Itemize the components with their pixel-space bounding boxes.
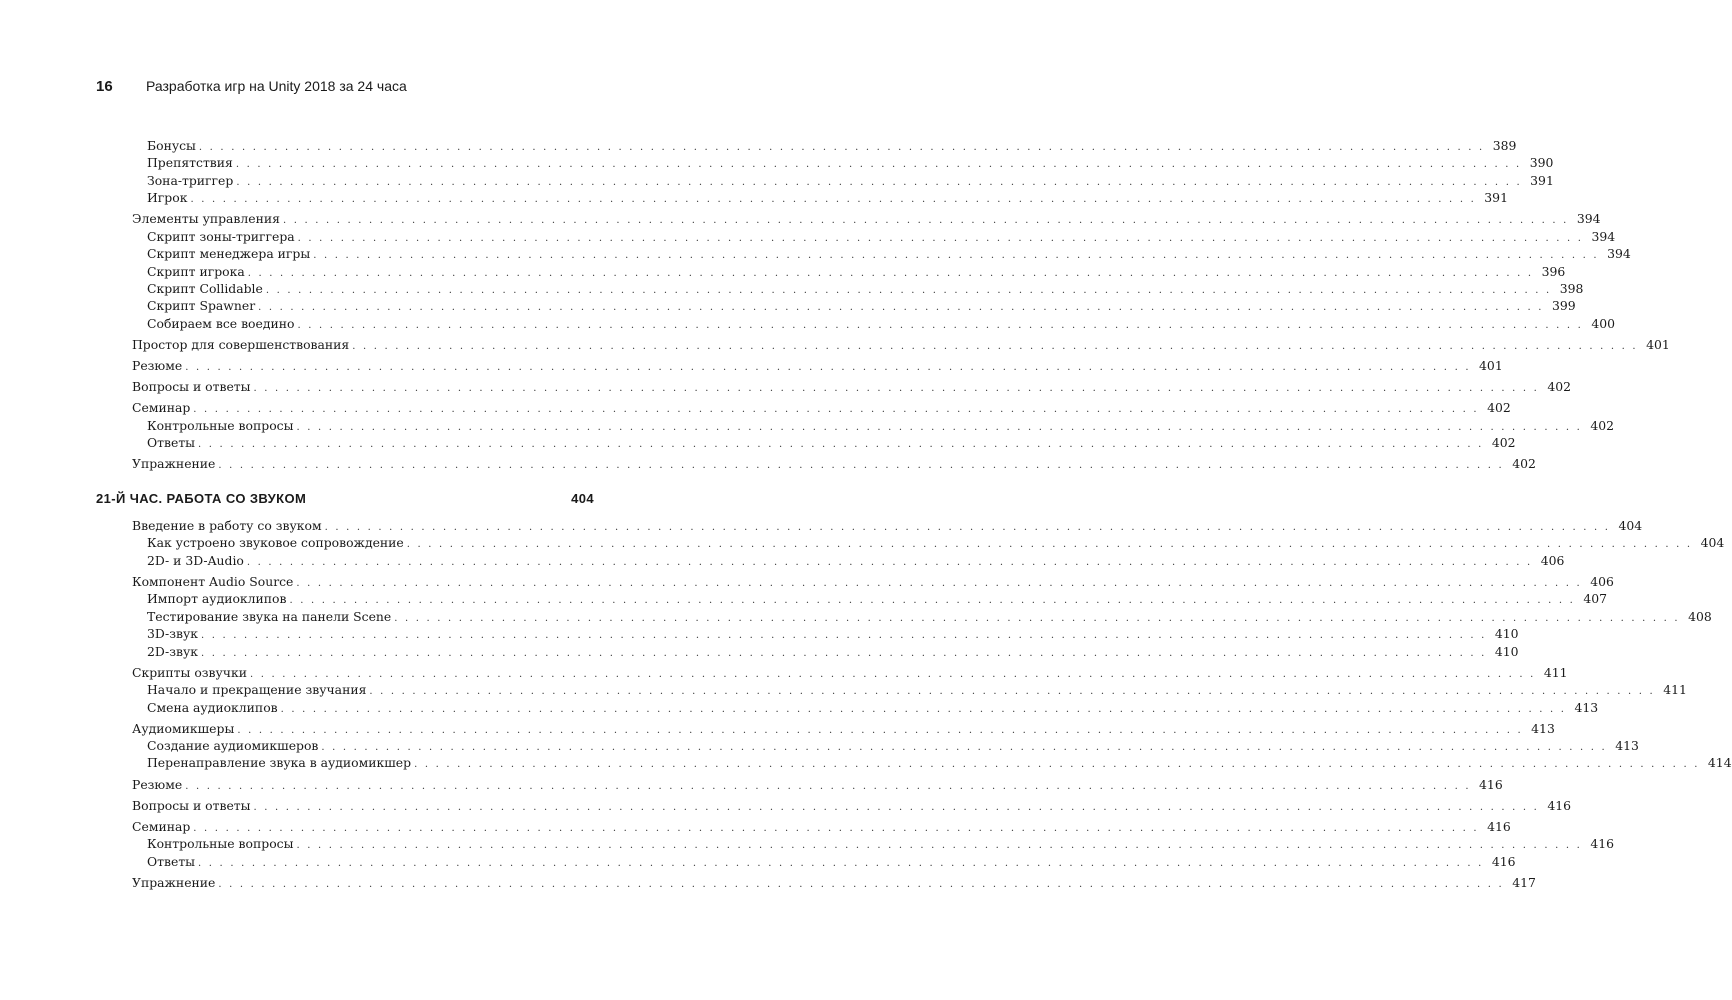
dot-leader: . . . . . . . . . . . . . . . . . . . . . . . . . . . . . . . . . . . . . . . . . . . . . . . . . . . . . . . . . . . . . . . . . . . . . . . . . . . . . . . . . . . . . . . . . . . . . . . . . . . . . . . . . . . . . . . . . . . . . . . .: [185, 362, 1471, 374]
toc-entry: [132, 357, 1503, 374]
toc-entry-page: 402: [1491, 435, 1516, 451]
dot-leader: . . . . . . . . . . . . . . . . . . . . . . . . . . . . . . . . . . . . . . . . . . . . . . . . . . . . . . . . . . . . . . . . . . . . . . . . . . . . . . . . . . . . . . . . . . . . . . . . . . . . . . . . . . . . . . . . . . . . . . . .: [235, 159, 1522, 171]
toc-entry-label: Компонент Audio Source: [132, 573, 294, 589]
toc-subentry: [132, 245, 1631, 262]
toc-entry-label: Препятствия: [147, 155, 233, 171]
toc-subentry: [132, 625, 1519, 642]
dot-leader: . . . . . . . . . . . . . . . . . . . . . . . . . . . . . . . . . . . . . . . . . . . . . . . . . . . . . . . . . . . . . . . . . . . . . . . . . . . . . . . . . . . . . . . . . . . . . . . . . . . . . . . . . . . . . . . . . . . . . . . .: [193, 404, 1479, 416]
dot-leader: . . . . . . . . . . . . . . . . . . . . . . . . . . . . . . . . . . . . . . . . . . . . . . . . . . . . . . . . . . . . . . . . . . . . . . . . . . . . . . . . . . . . . . . . . . . . . . . . . . . . . . . . . . . . . . . . . . . . . . . .: [198, 857, 1484, 869]
toc-section-top: [132, 137, 1670, 473]
dot-leader: . . . . . . . . . . . . . . . . . . . . . . . . . . . . . . . . . . . . . . . . . . . . . . . . . . . . . . . . . . . . . . . . . . . . . . . . . . . . . . . . . . . . . . . . . . . . . . . . . . . . . . . . . . . . . . . . . . . . . . . .: [201, 647, 1487, 659]
toc-entry-page: 396: [1541, 263, 1566, 279]
dot-leader: . . . . . . . . . . . . . . . . . . . . . . . . . . . . . . . . . . . . . . . . . . . . . . . . . . . . . . . . . . . . . . . . . . . . . . . . . . . . . . . . . . . . . . . . . . . . . . . . . . . . . . . . . . . . . . . . . . . . . . . .: [296, 577, 1582, 589]
dot-leader: . . . . . . . . . . . . . . . . . . . . . . . . . . . . . . . . . . . . . . . . . . . . . . . . . . . . . . . . . . . . . . . . . . . . . . . . . . . . . . . . . . . . . . . . . . . . . . . . . . . . . . . . . . . . . . . . . . . . . . . .: [394, 612, 1680, 624]
toc-entry-page: 411: [1543, 664, 1568, 680]
dot-leader: . . . . . . . . . . . . . . . . . . . . . . . . . . . . . . . . . . . . . . . . . . . . . . . . . . . . . . . . . . . . . . . . . . . . . . . . . . . . . . . . . . . . . . . . . . . . . . . . . . . . . . . . . . . . . . . . . . . . . . . .: [253, 801, 1540, 813]
toc-entry-label: Ответы: [147, 853, 196, 869]
toc-entry-page: 404: [1700, 535, 1725, 551]
toc-entry-page: 416: [1479, 776, 1503, 792]
toc-entry-label: Скрипт игрока: [147, 263, 245, 279]
dot-leader: . . . . . . . . . . . . . . . . . . . . . . . . . . . . . . . . . . . . . . . . . . . . . . . . . . . . . . . . . . . . . . . . . . . . . . . . . . . . . . . . . . . . . . . . . . . . . . . . . . . . . . . . . . . . . . . . . . . . . . . .: [321, 742, 1607, 754]
toc-subentry: [132, 681, 1687, 698]
toc-entry-page: 394: [1591, 228, 1616, 244]
dot-leader: . . . . . . . . . . . . . . . . . . . . . . . . . . . . . . . . . . . . . . . . . . . . . . . . . . . . . . . . . . . . . . . . . . . . . . . . . . . . . . . . . . . . . . . . . . . . . . . . . . . . . . . . . . . . . . . . . . . . . . . .: [324, 522, 1611, 533]
toc-entry: [132, 818, 1511, 835]
toc-entry-page: 414: [1707, 755, 1732, 771]
toc-entry-page: 394: [1607, 246, 1631, 262]
toc-entry-label: Тестирование звука на панели Scene: [147, 608, 392, 624]
toc-entry-page: 400: [1591, 315, 1615, 331]
toc-subentry: [132, 608, 1712, 625]
toc-subentry: [132, 417, 1614, 434]
toc-entry-page: 404: [1618, 518, 1643, 533]
toc-subentry: [132, 172, 1554, 189]
toc-subentry: [132, 315, 1615, 332]
dot-leader: . . . . . . . . . . . . . . . . . . . . . . . . . . . . . . . . . . . . . . . . . . . . . . . . . . . . . . . . . . . . . . . . . . . . . . . . . . . . . . . . . . . . . . . . . . . . . . . . . . . . . . . . . . . . . . . . . . . . . . . .: [193, 823, 1479, 835]
book-title: Разработка игр на Unity 2018 за 24 часа: [146, 78, 407, 94]
toc-entry-label: Создание аудиомикшеров: [147, 738, 319, 754]
dot-leader: . . . . . . . . . . . . . . . . . . . . . . . . . . . . . . . . . . . . . . . . . . . . . . . . . . . . . . . . . . . . . . . . . . . . . . . . . . . . . . . . . . . . . . . . . . . . . . . . . . . . . . . . . . . . . . . . . . . . . . . .: [198, 142, 1485, 153]
toc-entry-page: 408: [1688, 608, 1712, 624]
dot-leader: . . . . . . . . . . . . . . . . . . . . . . . . . . . . . . . . . . . . . . . . . . . . . . . . . . . . . . . . . . . . . . . . . . . . . . . . . . . . . . . . . . . . . . . . . . . . . . . . . . . . . . . . . . . . . . . . . . . . . . . .: [297, 232, 1584, 244]
toc-entry-page: 390: [1529, 155, 1554, 171]
toc-entry-page: 411: [1663, 682, 1687, 698]
toc-entry: [132, 378, 1572, 395]
toc-entry-page: 410: [1494, 626, 1519, 642]
toc-entry: [132, 210, 1601, 227]
toc-subentry: [132, 137, 1517, 154]
toc-entry-label: Скрипт зоны-триггера: [147, 228, 295, 244]
toc-entry-label: Собираем все воедино: [147, 315, 295, 331]
toc-entry: [132, 664, 1568, 681]
toc-entry-label: Зона-триггер: [147, 172, 234, 188]
toc-entry-label: Бонусы: [147, 138, 196, 153]
toc-entry-label: Вопросы и ответы: [132, 379, 251, 395]
dot-leader: . . . . . . . . . . . . . . . . . . . . . . . . . . . . . . . . . . . . . . . . . . . . . . . . . . . . . . . . . . . . . . . . . . . . . . . . . . . . . . . . . . . . . . . . . . . . . . . . . . . . . . . . . . . . . . . . . . . . . . . .: [289, 595, 1575, 607]
toc-entry-label: 2D- и 3D-Audio: [147, 552, 244, 568]
toc-entry: [132, 336, 1670, 353]
toc-entry-label: Игрок: [147, 190, 188, 206]
toc-entry-page: 402: [1487, 400, 1511, 416]
toc-entry: [132, 874, 1536, 891]
toc-entry-label: Резюме: [132, 776, 183, 792]
toc-subentry: [132, 534, 1725, 551]
toc-subentry: [132, 737, 1639, 754]
dot-leader: . . . . . . . . . . . . . . . . . . . . . . . . . . . . . . . . . . . . . . . . . . . . . . . . . . . . . . . . . . . . . . . . . . . . . . . . . . . . . . . . . . . . . . . . . . . . . . . . . . . . . . . . . . . . . . . . . . . . . . . .: [218, 879, 1504, 890]
toc-entry-label: Перенаправление звука в аудиомикшер: [147, 755, 412, 771]
toc-entry-label: Введение в работу со звуком: [132, 518, 322, 533]
toc-entry-label: Скрипт Collidable: [147, 280, 263, 296]
toc-subentry: [132, 853, 1516, 870]
toc-entry-label: Семинар: [132, 400, 191, 416]
toc-entry-label: Резюме: [132, 358, 183, 374]
dot-leader: . . . . . . . . . . . . . . . . . . . . . . . . . . . . . . . . . . . . . . . . . . . . . . . . . . . . . . . . . . . . . . . . . . . . . . . . . . . . . . . . . . . . . . . . . . . . . . . . . . . . . . . . . . . . . . . . . . . . . . . .: [246, 556, 1533, 568]
toc-subentry: [132, 189, 1508, 206]
toc-entry-label: 3D-звук: [147, 626, 199, 642]
toc-subentry: [132, 552, 1565, 569]
toc-entry-page: 416: [1547, 797, 1572, 813]
toc-entry-page: 416: [1487, 819, 1511, 835]
dot-leader: . . . . . . . . . . . . . . . . . . . . . . . . . . . . . . . . . . . . . . . . . . . . . . . . . . . . . . . . . . . . . . . . . . . . . . . . . . . . . . . . . . . . . . . . . . . . . . . . . . . . . . . . . . . . . . . . . . . . . . . .: [258, 302, 1544, 314]
toc-subentry: [132, 280, 1584, 297]
toc-section-bottom: [132, 517, 1732, 891]
toc-entry-page: 399: [1551, 298, 1576, 314]
dot-leader: . . . . . . . . . . . . . . . . . . . . . . . . . . . . . . . . . . . . . . . . . . . . . . . . . . . . . . . . . . . . . . . . . . . . . . . . . . . . . . . . . . . . . . . . . . . . . . . . . . . . . . . . . . . . . . . . . . . . . . . .: [297, 319, 1583, 331]
toc-entry-label: Скрипт Spawner: [147, 298, 256, 314]
toc-entry-label: Ответы: [147, 435, 196, 451]
toc-entry-page: 402: [1590, 417, 1614, 433]
toc-entry-page: 410: [1494, 643, 1519, 659]
toc-entry-page: 406: [1590, 573, 1614, 589]
dot-leader: . . . . . . . . . . . . . . . . . . . . . . . . . . . . . . . . . . . . . . . . . . . . . . . . . . . . . . . . . . . . . . . . . . . . . . . . . . . . . . . . . . . . . . . . . . . . . . . . . . . . . . . . . . . . . . . . . . . . . . . .: [237, 724, 1523, 736]
dot-leader: . . . . . . . . . . . . . . . . . . . . . . . . . . . . . . . . . . . . . . . . . . . . . . . . . . . . . . . . . . . . . . . . . . . . . . . . . . . . . . . . . . . . . . . . . . . . . . . . . . . . . . . . . . . . . . . . . . . . . . . .: [190, 194, 1476, 206]
toc-entry-page: 417: [1512, 875, 1536, 890]
toc-entry: [132, 720, 1555, 737]
toc-entry: [132, 797, 1572, 814]
toc-entry-label: Упражнение: [132, 875, 216, 890]
dot-leader: . . . . . . . . . . . . . . . . . . . . . . . . . . . . . . . . . . . . . . . . . . . . . . . . . . . . . . . . . . . . . . . . . . . . . . . . . . . . . . . . . . . . . . . . . . . . . . . . . . . . . . . . . . . . . . . . . . . . . . . .: [218, 460, 1504, 472]
toc-subentry: [132, 699, 1599, 716]
page-number: 16: [96, 78, 113, 95]
toc-entry-page: 391: [1484, 190, 1508, 206]
toc-entry-page: 398: [1559, 280, 1584, 296]
toc-entry-page: 391: [1530, 172, 1554, 188]
dot-leader: . . . . . . . . . . . . . . . . . . . . . . . . . . . . . . . . . . . . . . . . . . . . . . . . . . . . . . . . . . . . . . . . . . . . . . . . . . . . . . . . . . . . . . . . . . . . . . . . . . . . . . . . . . . . . . . . . . . . . . . .: [247, 267, 1534, 279]
toc-entry-label: Упражнение: [132, 456, 216, 472]
dot-leader: . . . . . . . . . . . . . . . . . . . . . . . . . . . . . . . . . . . . . . . . . . . . . . . . . . . . . . . . . . . . . . . . . . . . . . . . . . . . . . . . . . . . . . . . . . . . . . . . . . . . . . . . . . . . . . . . . . . . . . . .: [198, 439, 1484, 451]
toc-entry-page: 402: [1512, 456, 1536, 472]
chapter-title: 21-Й ЧАС. РАБОТА СО ЗВУКОМ: [96, 491, 307, 506]
dot-leader: . . . . . . . . . . . . . . . . . . . . . . . . . . . . . . . . . . . . . . . . . . . . . . . . . . . . . . . . . . . . . . . . . . . . . . . . . . . . . . . . . . . . . . . . . . . . . . . . . . . . . . . . . . . . . . . . . . . . . . . .: [352, 340, 1638, 352]
dot-leader: . . . . . . . . . . . . . . . . . . . . . . . . . . . . . . . . . . . . . . . . . . . . . . . . . . . . . . . . . . . . . . . . . . . . . . . . . . . . . . . . . . . . . . . . . . . . . . . . . . . . . . . . . . . . . . . . . . . . . . . .: [253, 383, 1540, 395]
dot-leader: . . . . . . . . . . . . . . . . . . . . . . . . . . . . . . . . . . . . . . . . . . . . . . . . . . . . . . . . . . . . . . . . . . . . . . . . . . . . . . . . . . . . . . . . . . . . . . . . . . . . . . . . . . . . . . . . . . . . . . . .: [250, 668, 1536, 680]
toc-entry-label: Элементы управления: [132, 211, 280, 227]
toc-entry: [132, 573, 1614, 590]
dot-leader: . . . . . . . . . . . . . . . . . . . . . . . . . . . . . . . . . . . . . . . . . . . . . . . . . . . . . . . . . . . . . . . . . . . . . . . . . . . . . . . . . . . . . . . . . . . . . . . . . . . . . . . . . . . . . . . . . . . . . . . .: [414, 759, 1700, 771]
dot-leader: . . . . . . . . . . . . . . . . . . . . . . . . . . . . . . . . . . . . . . . . . . . . . . . . . . . . . . . . . . . . . . . . . . . . . . . . . . . . . . . . . . . . . . . . . . . . . . . . . . . . . . . . . . . . . . . . . . . . . . . .: [296, 421, 1582, 433]
dot-leader: . . . . . . . . . . . . . . . . . . . . . . . . . . . . . . . . . . . . . . . . . . . . . . . . . . . . . . . . . . . . . . . . . . . . . . . . . . . . . . . . . . . . . . . . . . . . . . . . . . . . . . . . . . . . . . . . . . . . . . . .: [296, 840, 1582, 852]
toc-entry-label: Импорт аудиоклипов: [147, 591, 287, 607]
toc-entry-page: 389: [1492, 138, 1517, 153]
toc-entry-label: Вопросы и ответы: [132, 797, 251, 813]
chapter-page: 404: [571, 491, 594, 506]
toc-entry-label: Скрипт менеджера игры: [147, 246, 311, 262]
toc-entry-page: 407: [1583, 591, 1607, 607]
toc-entry-page: 416: [1590, 836, 1614, 852]
dot-leader: . . . . . . . . . . . . . . . . . . . . . . . . . . . . . . . . . . . . . . . . . . . . . . . . . . . . . . . . . . . . . . . . . . . . . . . . . . . . . . . . . . . . . . . . . . . . . . . . . . . . . . . . . . . . . . . . . . . . . . . .: [369, 686, 1655, 698]
toc-entry-page: 413: [1531, 720, 1555, 736]
toc-entry-label: Семинар: [132, 819, 191, 835]
toc-entry-label: Контрольные вопросы: [147, 417, 294, 433]
toc-entry-label: Простор для совершенствования: [132, 336, 350, 352]
dot-leader: . . . . . . . . . . . . . . . . . . . . . . . . . . . . . . . . . . . . . . . . . . . . . . . . . . . . . . . . . . . . . . . . . . . . . . . . . . . . . . . . . . . . . . . . . . . . . . . . . . . . . . . . . . . . . . . . . . . . . . . .: [313, 250, 1599, 262]
toc-entry-label: 2D-звук: [147, 643, 199, 659]
toc-subentry: [132, 154, 1554, 171]
toc-entry-label: Аудиомикшеры: [132, 720, 235, 736]
chapter-heading: [96, 491, 594, 506]
toc-entry-label: Как устроено звуковое сопровождение: [147, 535, 404, 551]
toc-entry-page: 416: [1491, 853, 1516, 869]
running-header: [96, 78, 596, 100]
toc-subentry: [132, 835, 1614, 852]
dot-leader: . . . . . . . . . . . . . . . . . . . . . . . . . . . . . . . . . . . . . . . . . . . . . . . . . . . . . . . . . . . . . . . . . . . . . . . . . . . . . . . . . . . . . . . . . . . . . . . . . . . . . . . . . . . . . . . . . . . . . . . .: [280, 703, 1567, 715]
dot-leader: . . . . . . . . . . . . . . . . . . . . . . . . . . . . . . . . . . . . . . . . . . . . . . . . . . . . . . . . . . . . . . . . . . . . . . . . . . . . . . . . . . . . . . . . . . . . . . . . . . . . . . . . . . . . . . . . . . . . . . . .: [265, 284, 1552, 296]
toc-entry-page: 413: [1574, 699, 1599, 715]
toc-entry: [132, 517, 1643, 534]
toc-subentry: [132, 297, 1576, 314]
toc-entry-page: 401: [1646, 336, 1670, 352]
dot-leader: . . . . . . . . . . . . . . . . . . . . . . . . . . . . . . . . . . . . . . . . . . . . . . . . . . . . . . . . . . . . . . . . . . . . . . . . . . . . . . . . . . . . . . . . . . . . . . . . . . . . . . . . . . . . . . . . . . . . . . . .: [282, 215, 1569, 227]
toc-entry-label: Смена аудиоклипов: [147, 699, 278, 715]
toc-entry: [132, 455, 1536, 472]
toc-entry: [132, 776, 1503, 793]
toc-entry-page: 406: [1540, 552, 1565, 568]
toc-entry-page: 413: [1615, 738, 1639, 754]
dot-leader: . . . . . . . . . . . . . . . . . . . . . . . . . . . . . . . . . . . . . . . . . . . . . . . . . . . . . . . . . . . . . . . . . . . . . . . . . . . . . . . . . . . . . . . . . . . . . . . . . . . . . . . . . . . . . . . . . . . . . . . .: [201, 630, 1487, 642]
toc-entry-label: Скрипты озвучки: [132, 664, 248, 680]
toc-entry-page: 394: [1576, 211, 1601, 227]
toc-entry-page: 401: [1479, 358, 1503, 374]
toc-subentry: [132, 228, 1616, 245]
dot-leader: . . . . . . . . . . . . . . . . . . . . . . . . . . . . . . . . . . . . . . . . . . . . . . . . . . . . . . . . . . . . . . . . . . . . . . . . . . . . . . . . . . . . . . . . . . . . . . . . . . . . . . . . . . . . . . . . . . . . . . . .: [406, 539, 1693, 551]
toc-subentry: [132, 590, 1607, 607]
toc-entry: [132, 399, 1511, 416]
toc-entry-label: Контрольные вопросы: [147, 836, 294, 852]
toc-entry-page: 402: [1547, 379, 1572, 395]
dot-leader: . . . . . . . . . . . . . . . . . . . . . . . . . . . . . . . . . . . . . . . . . . . . . . . . . . . . . . . . . . . . . . . . . . . . . . . . . . . . . . . . . . . . . . . . . . . . . . . . . . . . . . . . . . . . . . . . . . . . . . . .: [236, 176, 1522, 188]
toc-subentry: [132, 754, 1732, 771]
dot-leader: . . . . . . . . . . . . . . . . . . . . . . . . . . . . . . . . . . . . . . . . . . . . . . . . . . . . . . . . . . . . . . . . . . . . . . . . . . . . . . . . . . . . . . . . . . . . . . . . . . . . . . . . . . . . . . . . . . . . . . . .: [185, 780, 1471, 792]
toc-subentry: [132, 643, 1519, 660]
toc-subentry: [132, 434, 1516, 451]
toc-subentry: [132, 263, 1566, 280]
toc-entry-label: Начало и прекращение звучания: [147, 682, 367, 698]
